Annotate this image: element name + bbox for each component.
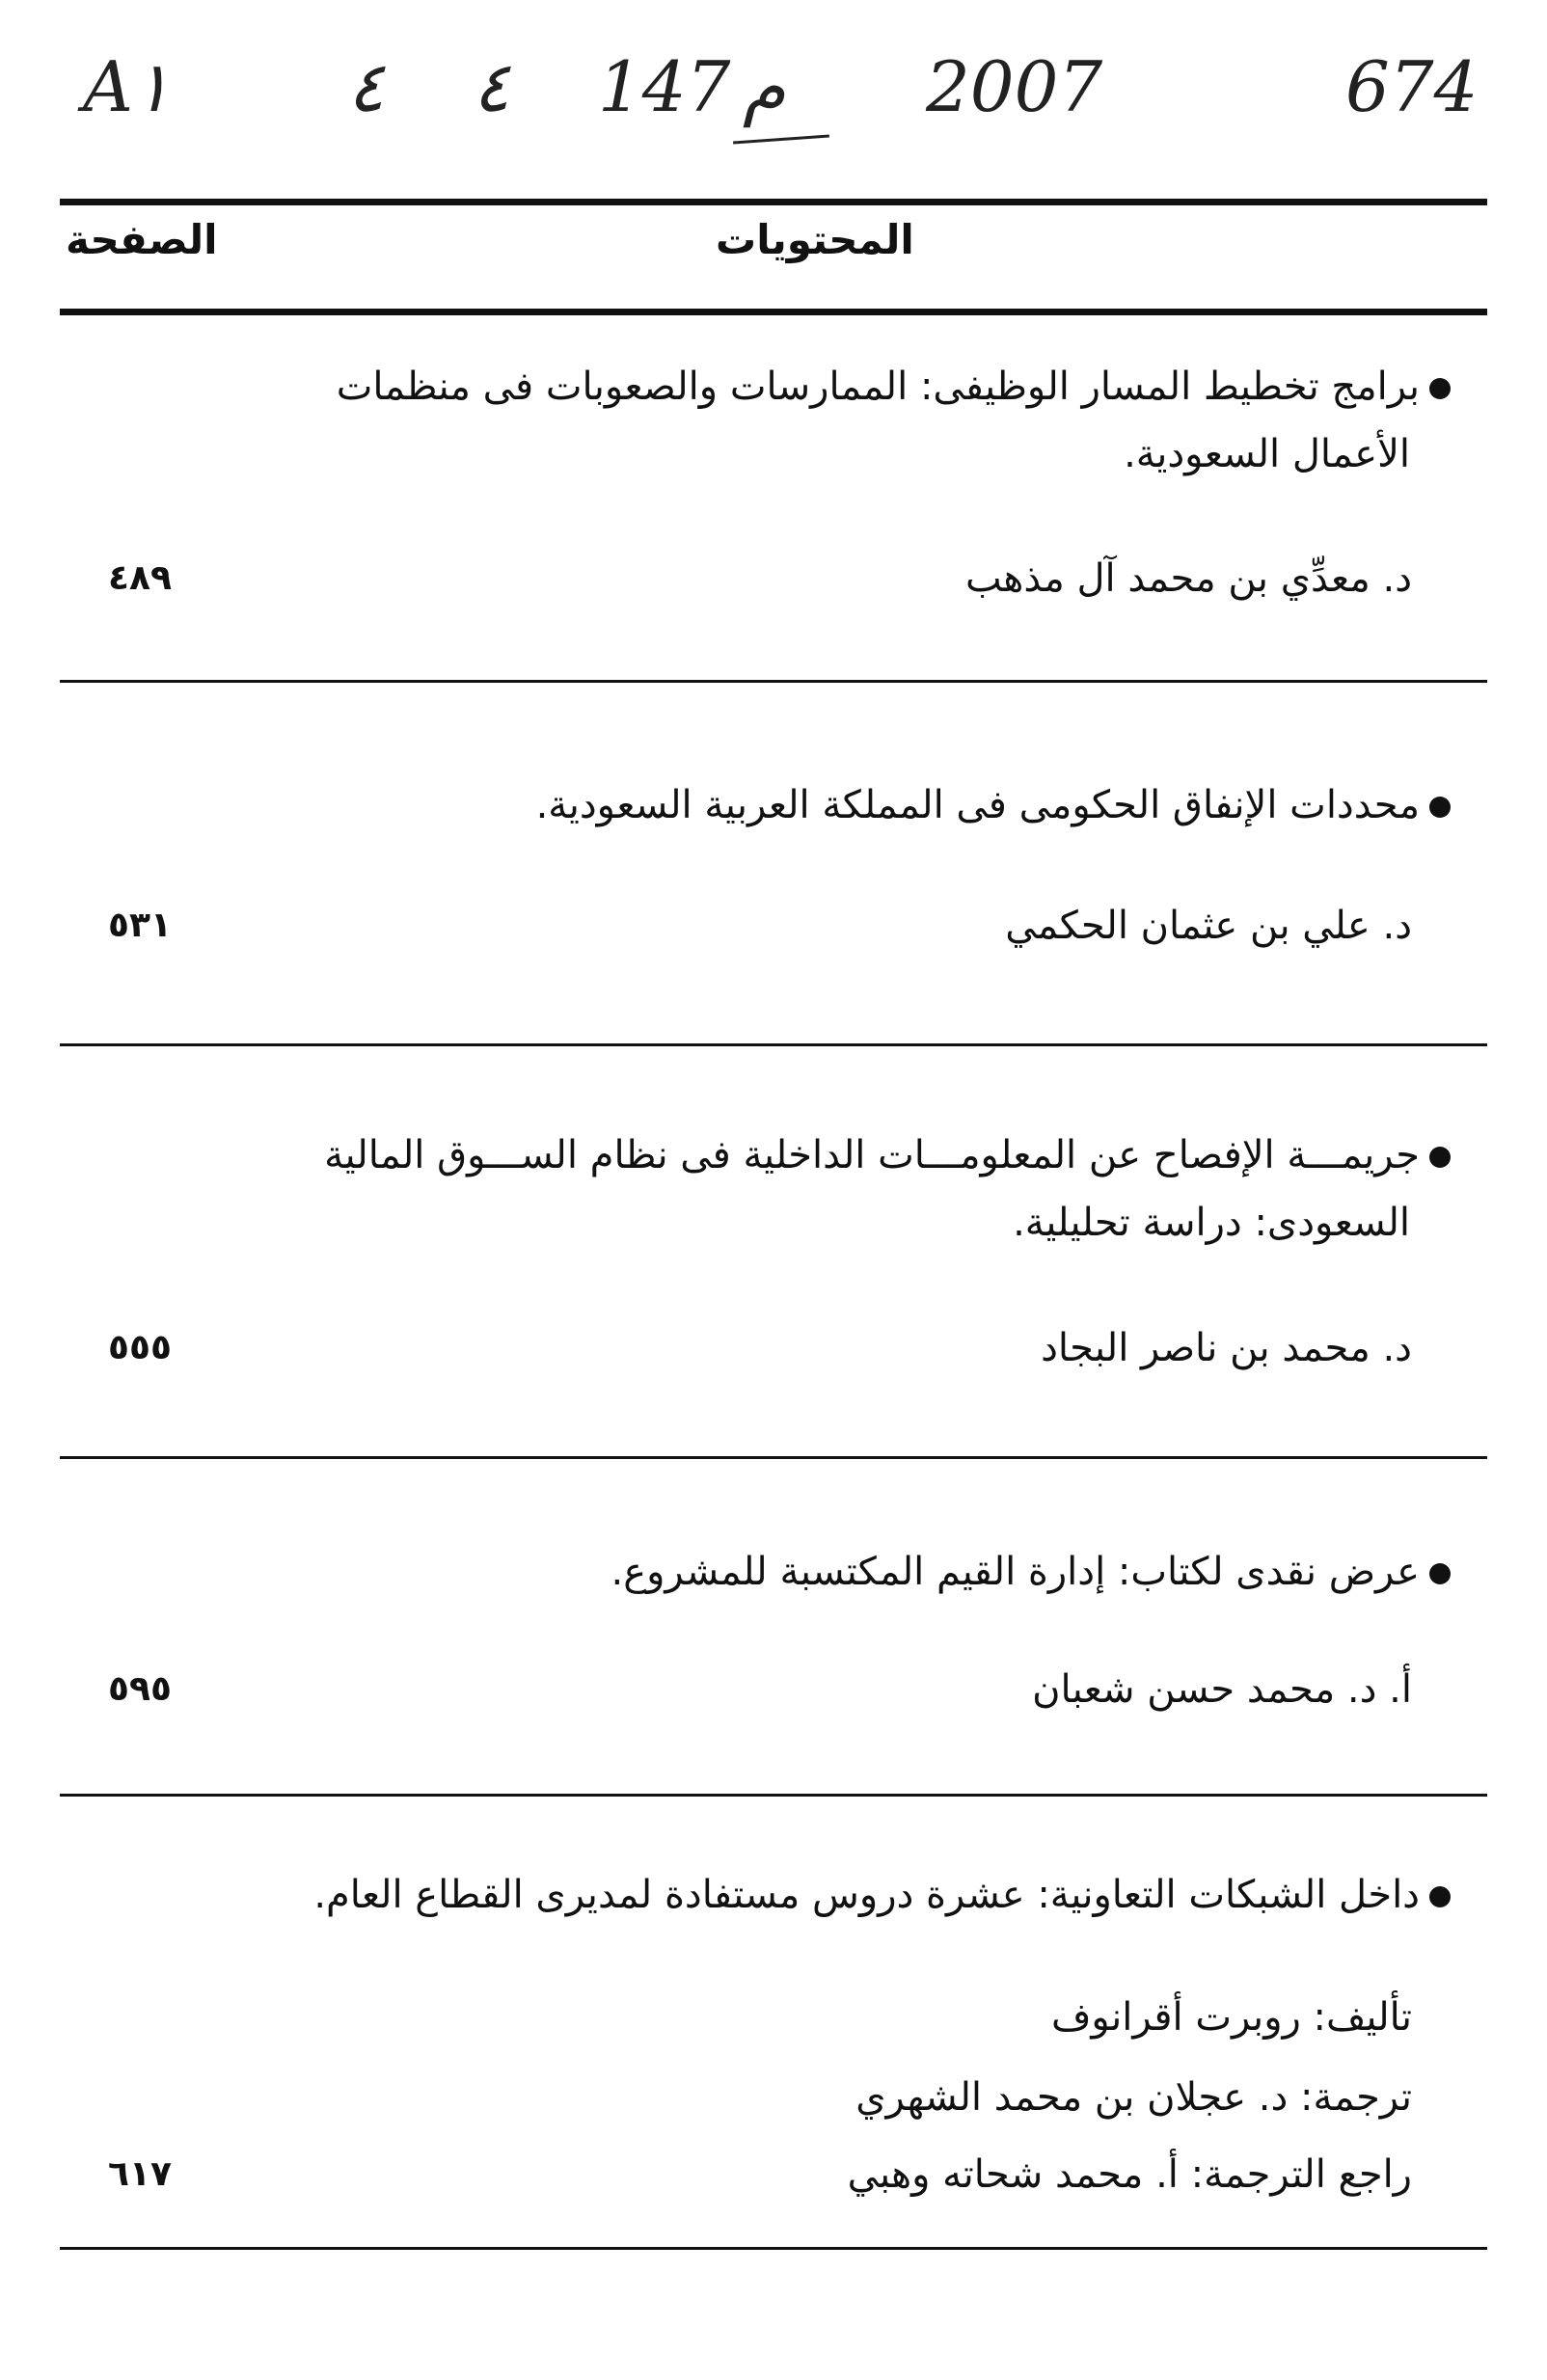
entry-divider <box>60 1794 1487 1797</box>
toc-entry-page: ٥٩٥ <box>108 1669 172 1709</box>
page-column-heading: الصفحة <box>66 216 218 263</box>
toc-entry-title-line: داخل الشبكات التعاونية: عشرة دروس مستفادة لمديرى القطاع العام. <box>313 1873 1420 1917</box>
toc-entry-title <box>303 353 1451 488</box>
handwritten-note-part: 674 <box>1345 46 1479 127</box>
toc-entry-page: ٤٨٩ <box>108 558 172 598</box>
toc-entry-author: د. محمد بن ناصر البجاد <box>1041 1326 1412 1370</box>
bullet-icon <box>1429 1563 1451 1584</box>
handwritten-note-part: م <box>743 46 786 127</box>
toc-entry-author: د. علي بن عثمان الحكمي <box>1005 904 1412 948</box>
toc-entry-title-line: برامج تخطيط المسار الوظيفى: الممارسات والصعوبات فى منظمات <box>336 365 1420 409</box>
toc-entry-title-line: الأعمال السعودية. <box>1124 432 1410 476</box>
toc-entry-title <box>303 771 1451 839</box>
toc-entry-author: د. معدِّي بن محمد آل مذهب <box>964 556 1412 601</box>
toc-entry-page: ٥٣١ <box>108 906 172 945</box>
bullet-icon <box>1429 1147 1451 1168</box>
toc-entry-credit-reviewer: راجع الترجمة: أ. محمد شحاته وهبي <box>847 2152 1412 2197</box>
handwritten-note-part: 2007 <box>926 46 1103 127</box>
toc-entry-author: أ. د. محمد حسن شعبان <box>1032 1667 1412 1712</box>
entry-divider <box>60 1456 1487 1459</box>
toc-entry-title-line: السعودى: دراسة تحليلية. <box>1013 1201 1410 1245</box>
toc-entry-title <box>303 1122 1451 1257</box>
handwritten-note-part: A١ <box>83 46 171 127</box>
entry-divider <box>60 1043 1487 1046</box>
header-bottom-rule <box>60 309 1487 315</box>
toc-entry-credit-translator: ترجمة: د. عجلان بن محمد الشهري <box>855 2075 1412 2120</box>
toc-entry-credit-author: تأليف: روبرت أقرانوف <box>1050 1995 1412 2040</box>
toc-entry-title-line: محددات الإنفاق الحكومى فى المملكة العربية السعودية. <box>535 783 1420 827</box>
handwritten-note-part: ٤ <box>473 46 510 127</box>
handwritten-note-part: 147 <box>598 46 731 127</box>
handwritten-note-part: ٤ <box>347 46 385 127</box>
toc-entry-title <box>303 1538 1451 1606</box>
toc-entry-title <box>303 1861 1451 1929</box>
entry-divider <box>60 2247 1487 2250</box>
contents-heading: المحتويات <box>716 216 914 263</box>
toc-entry-page: ٦١٧ <box>108 2154 172 2194</box>
entry-divider <box>60 680 1487 683</box>
header-top-rule <box>60 199 1487 205</box>
toc-entry-title-line: عرض نقدى لكتاب: إدارة القيم المكتسبة للمشروع. <box>611 1550 1420 1594</box>
toc-entry-page: ٥٥٥ <box>108 1328 172 1367</box>
toc-entry-title-line: جريمـــة الإفصاح عن المعلومـــات الداخلية فى نظام الســـوق المالية <box>324 1133 1420 1177</box>
bullet-icon <box>1429 378 1451 399</box>
bullet-icon <box>1429 1886 1451 1907</box>
bullet-icon <box>1429 797 1451 818</box>
